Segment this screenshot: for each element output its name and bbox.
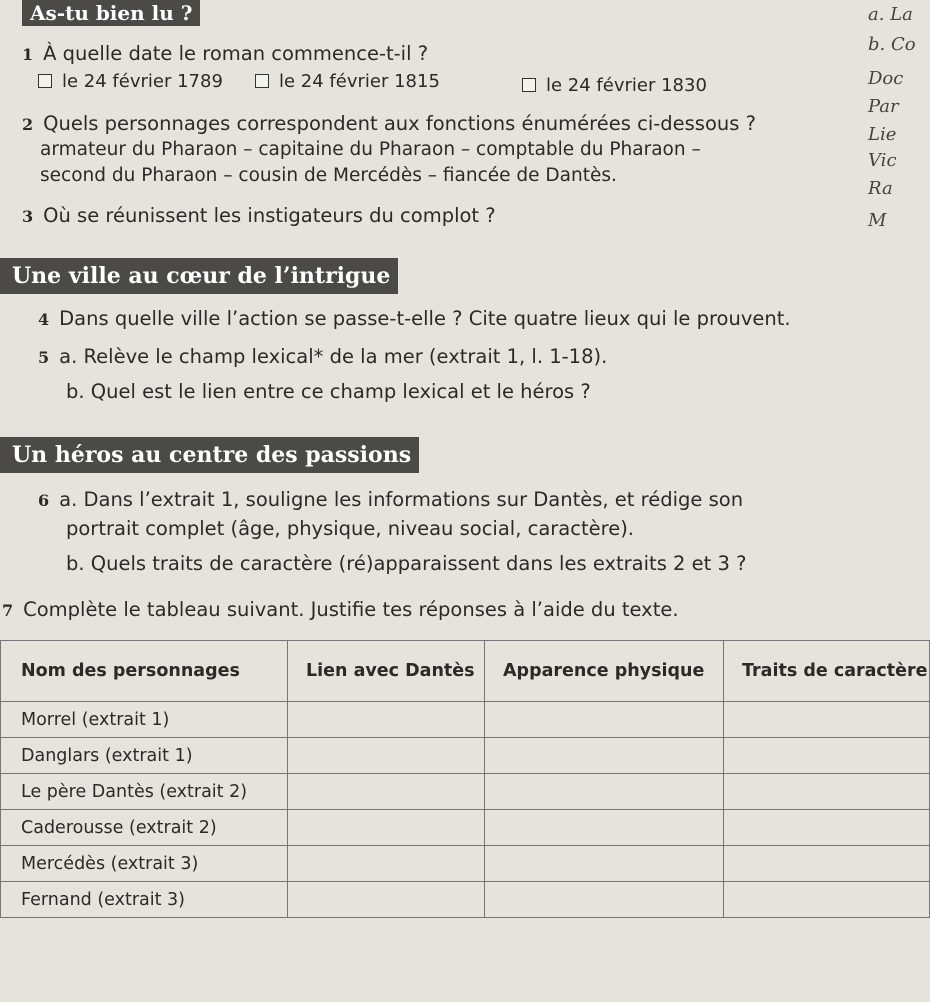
question-text: armateur du Pharaon – capitaine du Pharaon – comptable du Pharaon – [40,139,701,160]
question-2 [22,110,756,139]
question-number: 6 [38,491,50,510]
column-header: Nom des personnages [1,641,288,702]
question-text: À quelle date le roman commence-t-il ? [43,42,429,65]
table-row [1,846,930,882]
question-number: 5 [38,348,50,367]
answer-cell[interactable] [485,882,724,918]
question-text: a. Dans l’extrait 1, souligne les informations sur Dantès, et rédige son [59,488,744,511]
question-number: 3 [22,207,34,226]
answer-cell[interactable] [485,810,724,846]
question-3 [22,202,496,231]
section-header: As-tu bien lu ? [22,0,200,26]
table-row [1,882,930,918]
answer-cell[interactable] [724,810,930,846]
question-2-line-2 [40,136,701,164]
checkbox[interactable] [38,74,52,88]
question-6a-line-2 [66,515,634,543]
answer-cell[interactable] [485,738,724,774]
question-number: 2 [22,115,34,134]
table-row [1,702,930,738]
answer-cell[interactable] [288,702,485,738]
character-name: Mercédès (extrait 3) [1,846,288,882]
answer-cell[interactable] [288,882,485,918]
character-name: Fernand (extrait 3) [1,882,288,918]
checkbox[interactable] [522,78,536,92]
answer-cell[interactable] [288,738,485,774]
column-header: Lien avec Dantès [288,641,485,702]
question-text: b. Quel est le lien entre ce champ lexical et le héros ? [66,380,591,403]
answer-cell[interactable] [724,738,930,774]
option-1815[interactable] [255,70,440,94]
answer-cell[interactable] [485,702,724,738]
question-2-line-3 [40,162,617,190]
answer-cell[interactable] [485,774,724,810]
column-header: Apparence physique [485,641,724,702]
character-name: Le père Dantès (extrait 2) [1,774,288,810]
checkbox[interactable] [255,74,269,88]
question-5a [38,343,607,372]
answer-cell[interactable] [724,846,930,882]
question-text: Où se réunissent les instigateurs du complot ? [43,204,496,227]
table-header-row [1,641,930,702]
margin-note: Lie [868,124,897,145]
question-7 [2,596,679,625]
question-number: 1 [22,45,34,64]
answer-cell[interactable] [724,882,930,918]
characters-table [0,640,930,918]
option-label: le 24 février 1830 [546,75,707,96]
question-number: 7 [2,601,14,620]
answer-cell[interactable] [288,774,485,810]
margin-note: b. Co [868,34,916,55]
table-row [1,738,930,774]
question-text: Quels personnages correspondent aux fonctions énumérées ci-dessous ? [43,112,756,135]
question-6b [66,550,746,578]
table-row [1,774,930,810]
character-name: Danglars (extrait 1) [1,738,288,774]
answer-cell[interactable] [724,702,930,738]
margin-note: M [868,210,887,231]
answer-cell[interactable] [288,846,485,882]
option-1830[interactable] [522,74,707,98]
margin-note: a. La [868,4,913,25]
option-label: le 24 février 1815 [279,71,440,92]
question-5b [66,378,591,406]
question-6a [38,486,743,515]
section-banner-city: Une ville au cœur de l’intrigue [0,258,398,294]
character-name: Morrel (extrait 1) [1,702,288,738]
question-text: second du Pharaon – cousin de Mercédès – fiancée de Dantès. [40,165,617,186]
option-label: le 24 février 1789 [62,71,223,92]
table-row [1,810,930,846]
question-1 [22,40,428,69]
question-text: Dans quelle ville l’action se passe-t-elle ? Cite quatre lieux qui le prouvent. [59,307,791,330]
margin-note: Doc [868,68,904,89]
margin-note: Par [868,96,899,117]
option-1789[interactable] [38,70,223,94]
column-header: Traits de caractère [724,641,930,702]
question-number: 4 [38,310,50,329]
question-text: portrait complet (âge, physique, niveau social, caractère). [66,517,635,540]
answer-cell[interactable] [288,810,485,846]
question-text: a. Relève le champ lexical* de la mer (extrait 1, l. 1-18). [59,345,608,368]
answer-cell[interactable] [724,774,930,810]
section-banner-hero: Un héros au centre des passions [0,437,419,473]
question-4 [38,305,791,334]
question-text: Complète le tableau suivant. Justifie tes réponses à l’aide du texte. [23,598,679,621]
answer-cell[interactable] [485,846,724,882]
character-name: Caderousse (extrait 2) [1,810,288,846]
margin-note: Vic [868,150,897,171]
question-text: b. Quels traits de caractère (ré)apparaissent dans les extraits 2 et 3 ? [66,552,747,575]
margin-note: Ra [868,178,893,199]
